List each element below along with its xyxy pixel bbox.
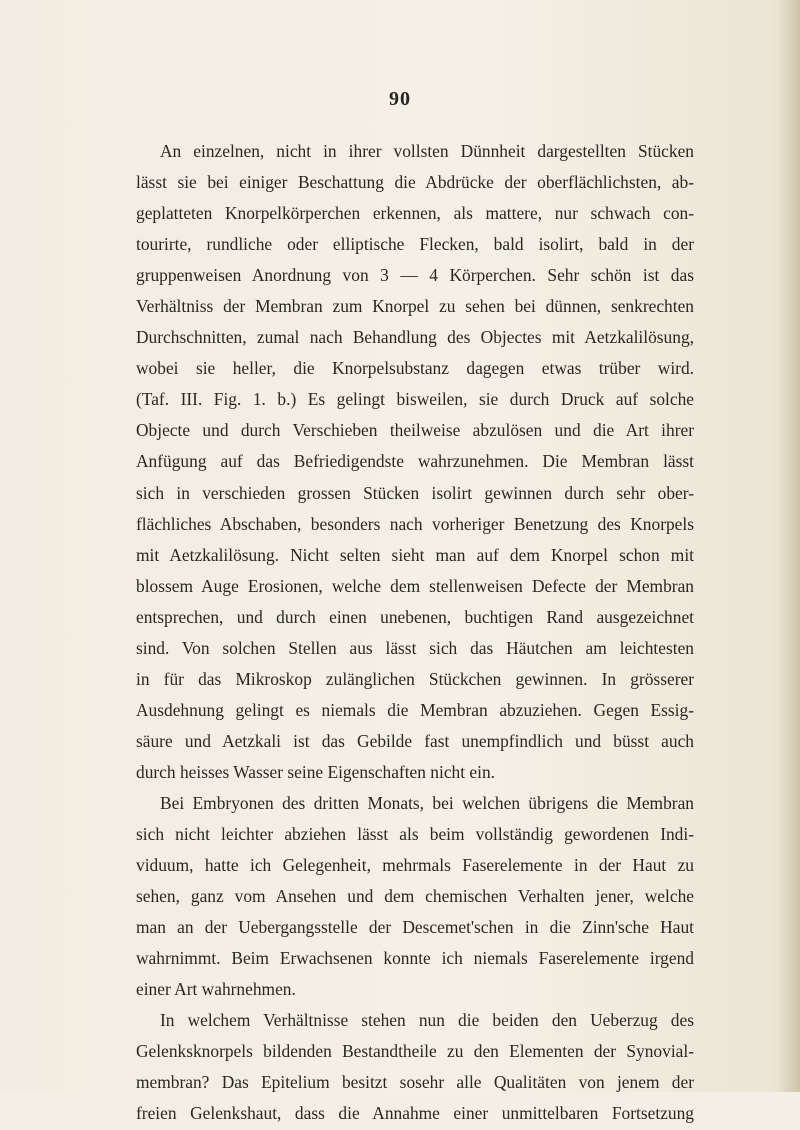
text-line: sehen, ganz vom Ansehen und dem chemischen Verhalten jener, welche [136,886,694,907]
text-line: einer Art wahrnehmen. [136,979,296,1000]
text-line: membran? Das Epitelium besitzt sosehr alle Qualitäten von jenem der [136,1072,694,1093]
body-text [136,136,694,1130]
paragraph-3 [136,1005,694,1129]
page-edge-shadow [778,0,800,1092]
text-line: blossem Auge Erosionen, welche dem stellenweisen Defecte der Membran [136,575,694,596]
text-line: Durchschnitten, zumal nach Behandlung des Objectes mit Aetzkalilösung, [136,327,694,348]
text-line: säure und Aetzkali ist das Gebilde fast unempfindlich und büsst auch [136,730,694,751]
text-line: in für das Mikroskop zulänglichen Stückchen gewinnen. In grösserer [136,668,694,689]
text-line: tourirte, rundliche oder elliptische Flecken, bald isolirt, bald in der [136,234,694,255]
text-line: Anfügung auf das Befriedigendste wahrzunehmen. Die Membran lässt [136,451,694,472]
text-line: geplatteten Knorpelkörperchen erkennen, als mattere, nur schwach con- [136,203,694,224]
text-line: sich in verschieden grossen Stücken isolirt gewinnen durch sehr ober- [136,482,694,503]
paragraph-1 [136,136,694,788]
text-line: durch heisses Wasser seine Eigenschaften nicht ein. [136,761,496,782]
page-number: 90 [389,88,411,110]
text-line: Gelenksknorpels bildenden Bestandtheile zu den Elementen der Synovial- [136,1041,694,1062]
text-line: freien Gelenkshaut, dass die Annahme einer unmittelbaren Fortsetzung [136,1103,694,1124]
text-line: In welchem Verhältnisse stehen nun die beiden den Ueberzug des [160,1010,694,1031]
text-line: Verhältniss der Membran zum Knorpel zu sehen bei dünnen, senkrechten [136,296,694,317]
text-line: sind. Von solchen Stellen aus lässt sich das Häutchen am leichtesten [136,637,694,658]
text-line: gruppenweisen Anordnung von 3 — 4 Körperchen. Sehr schön ist das [136,265,694,286]
text-line: mit Aetzkalilösung. Nicht selten sieht man auf dem Knorpel schon mit [136,544,694,565]
text-line: wobei sie heller, die Knorpelsubstanz dagegen etwas trüber wird. [136,358,694,379]
text-line: viduum, hatte ich Gelegenheit, mehrmals Faserelemente in der Haut zu [136,855,694,876]
text-line: An einzelnen, nicht in ihrer vollsten Dünnheit dargestellten Stücken [160,141,694,161]
text-line: Objecte und durch Verschieben theilweise abzulösen und die Art ihrer [136,420,694,441]
text-line: (Taf. III. Fig. 1. b.) Es gelingt bisweilen, sie durch Druck auf solche [136,389,694,410]
text-line: man an der Uebergangsstelle der Descemet'schen in die Zinn'sche Haut [136,917,694,938]
text-line: Ausdehnung gelingt es niemals die Membran abzuziehen. Gegen Essig- [136,699,694,720]
paragraph-2 [136,788,694,1005]
text-line: Bei Embryonen des dritten Monats, bei welchen übrigens die Membran [160,792,694,813]
text-line: flächliches Abschaben, besonders nach vorheriger Benetzung des Knorpels [136,513,694,534]
text-line: sich nicht leichter abziehen lässt als beim vollständig gewordenen Indi- [136,824,694,845]
text-line: wahrnimmt. Beim Erwachsenen konnte ich niemals Faserelemente irgend [136,948,694,969]
text-line: entsprechen, und durch einen unebenen, buchtigen Rand ausgezeichnet [136,606,694,627]
text-line: lässt sie bei einiger Beschattung die Abdrücke der oberflächlichsten, ab- [136,172,694,193]
